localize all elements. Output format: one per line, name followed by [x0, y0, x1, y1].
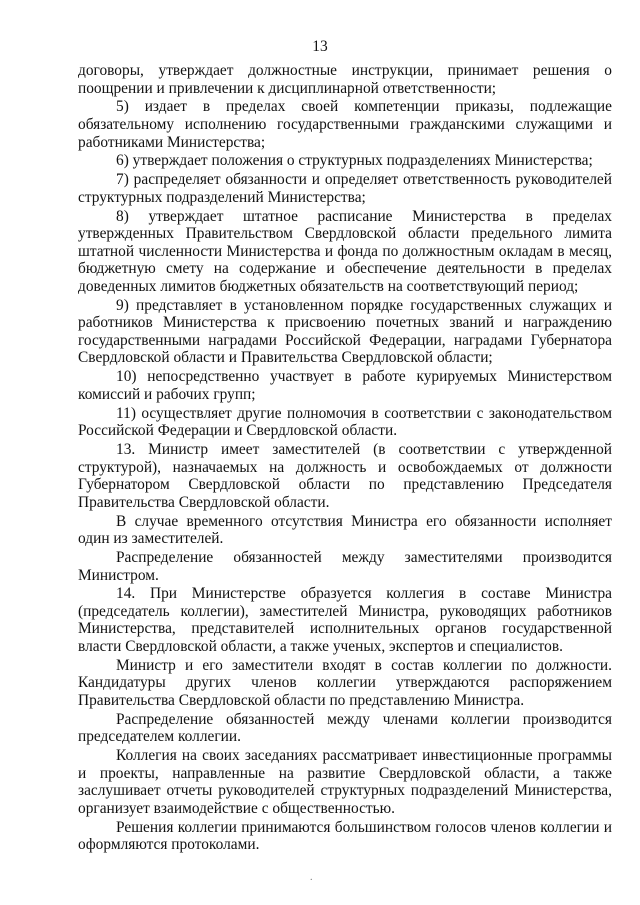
page-number: 13 [312, 38, 328, 55]
paragraph-collegium-duties: Распределение обязанностей между членами коллегии производится председателем коллегии. [78, 710, 612, 746]
document-body [78, 62, 612, 855]
paragraph-section-14: 14. При Министерстве образуется коллегия в составе Министра (председатель коллегии), заместителей Министра, руководящих работников Министерства, представителей исполнительных органов государственной власти Свердловской области, а также ученых, экспертов и специалистов. [78, 585, 612, 656]
paragraph-item-6: 6) утверждает положения о структурных подразделениях Министерства; [116, 152, 593, 170]
paragraph-collegium-decisions: Решения коллегии принимаются большинством голосов членов коллегии и оформляются протоколами. [78, 818, 612, 854]
paragraph-section-13: 13. Министр имеет заместителей (в соответствии с утвержденной структурой), назначаемых на должность и освобождаемых от должности Губернатором Свердловской области по представлению Председателя Правительства Свердловской области. [78, 440, 612, 511]
paragraph-collegium-meetings: Коллегия на своих заседаниях рассматривает инвестиционные программы и проекты, направленные на развитие Свердловской области, а также заслушивает отчеты руководителей структурных подразделений Министерства, организует взаимодействие с общественностью. [78, 747, 612, 817]
paragraph-deputy-substitution: В случае временного отсутствия Министра его обязанности исполняет один из заместителей. [78, 512, 612, 548]
paragraph-item-9: 9) представляет в установленном порядке государственных служащих и работников Министерства к присвоению почетных званий и награждению государственными наградами Российской Федерации, наградами Губернатора Свердловской области и Правительства Свердловской области; [78, 296, 612, 367]
paragraph-item-8: 8) утверждает штатное расписание Министерства в пределах утвержденных Правительством Свердловской области предельного лимита штатной численности Министерства и фонда по должностным окладам в месяц, бюджетную смету на содержание и обеспечение деятельности в пределах доведенных лимитов бюджетных обязательств на соответствующий период; [78, 207, 612, 295]
paragraph-item-7: 7) распределяет обязанности и определяет ответственность руководителей структурных подразделений Министерства; [78, 171, 612, 206]
paragraph-item-11: 11) осуществляет другие полномочия в соответствии с законодательством Российской Федерации и Свердловской области. [78, 404, 612, 440]
paragraph-continuation: договоры, утверждает должностные инструкции, принимает решения о поощрении и привлечении к дисциплинарной ответственности; [78, 62, 612, 97]
paragraph-collegium-membership: Министр и его заместители входят в состав коллегии по должности. Кандидатуры других членов коллегии утверждаются распоряжением Правительства Свердловской области по представлению Министра. [78, 656, 612, 710]
paragraph-item-5: 5) издает в пределах своей компетенции приказы, подлежащие обязательному исполнению государственными гражданскими служащими и работниками Министерства; [78, 98, 612, 151]
paragraph-item-10: 10) непосредственно участвует в работе курируемых Министерством комиссий и рабочих групп; [78, 368, 612, 403]
paragraph-deputy-duties: Распределение обязанностей между заместителями производится Министром. [78, 548, 612, 584]
footer-mark: . [310, 872, 313, 883]
